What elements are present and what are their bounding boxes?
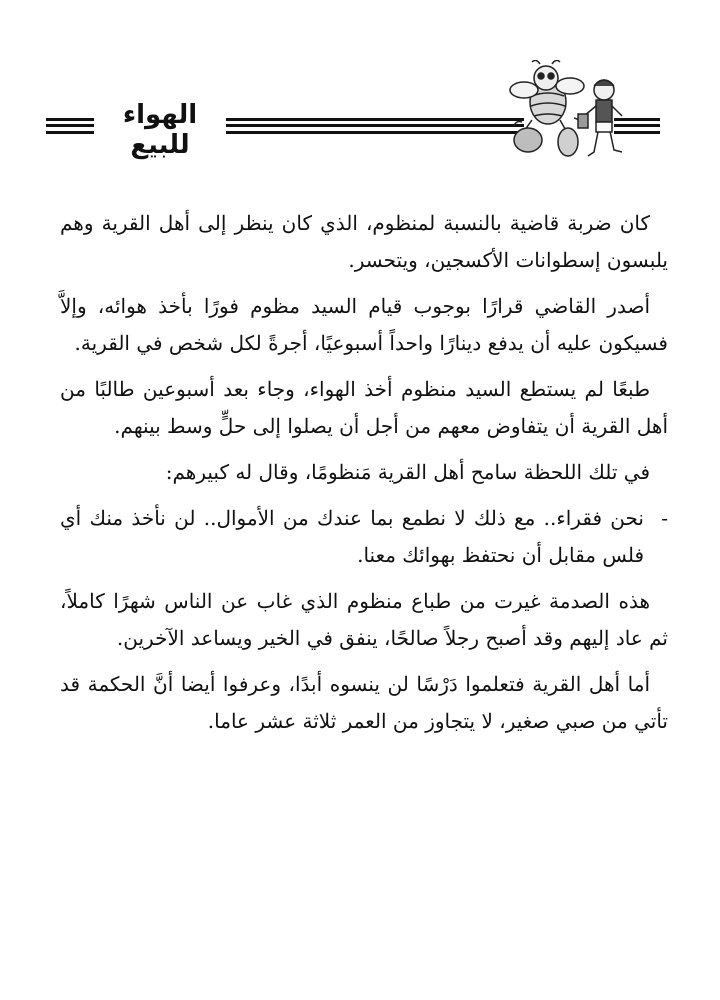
dialogue-line [60, 500, 668, 574]
paragraph: هذه الصدمة غيرت من طباع منظوم الذي غاب عن الناس شهرًا كاملاً، ثم عاد إليهم وقد أصبح رجلاً صالحًا، ينفق في الخير ويساعد الآخرين. [60, 589, 668, 650]
header-rule-left [46, 118, 94, 134]
paragraph: طبعًا لم يستطع السيد منظوم أخذ الهواء، وجاء بعد أسبوعين طالبًا من أهل القرية أن يتفاوض معهم من أجل أن يصلوا إلى حلٍّ وسط بينهم. [60, 377, 668, 438]
paragraph: كان ضربة قاضية بالنسبة لمنظوم، الذي كان ينظر إلى أهل القرية وهم يلبسون إسطوانات الأكسجين، ويتحسر. [60, 211, 668, 272]
header-rule-right [614, 118, 660, 134]
paragraph: أصدر القاضي قرارًا بوجوب قيام السيد مظوم فورًا بأخذ هوائه، وإلاَّ فسيكون عليه أن يدفع دينارًا واحداً أسبوعيًا، أجرةً لكل شخص في القرية. [60, 294, 668, 355]
bee-and-boy-illustration-icon [508, 60, 628, 170]
header-rule-middle [226, 118, 524, 134]
dialogue-text: نحن فقراء.. مع ذلك لا نطمع بما عندك من الأموال.. لن نأخذ منك أي فلس مقابل أن نحتفظ بهوائك معنا. [60, 506, 644, 567]
chapter-header [46, 60, 660, 170]
chapter-title: الهواء للبيع [122, 100, 198, 160]
story-body [60, 205, 668, 749]
dialogue-dash: - [661, 506, 668, 530]
paragraph: أما أهل القرية فتعلموا دَرْسًا لن ينسوه أبدًا، وعرفوا أيضا أنَّ الحكمة قد تأتي من صبي صغير، لا يتجاوز من العمر ثلاثة عشر عاما. [60, 672, 668, 733]
paragraph: في تلك اللحظة سامح أهل القرية مَنظومًا، وقال له كبيرهم: [165, 460, 650, 484]
